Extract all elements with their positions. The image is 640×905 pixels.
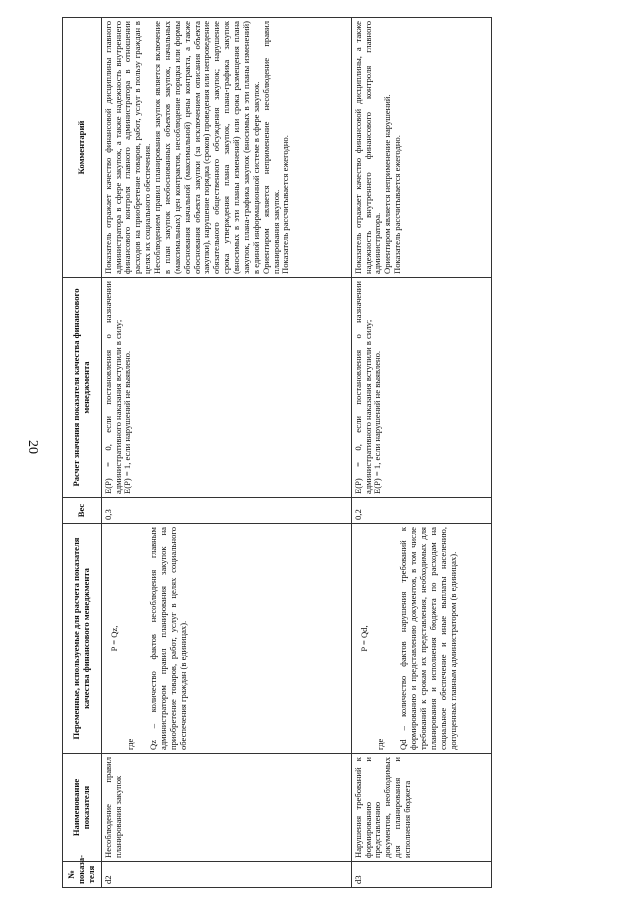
row-name: Нарушения требований к формированию и представлению документов, необходимых для планирования и исполнения бюджета [351, 754, 491, 862]
header-weight: Вес [63, 498, 102, 524]
calc-line-1: E(P) = 0, если постановления о назначении административного наказания вступили в силу; [102, 281, 123, 494]
where-label: где [374, 738, 385, 750]
comment-paragraph-3: Ориентиром является неприменение несоблюдение правил планирования закупок. [260, 21, 281, 274]
row-weight: 0,2 [351, 498, 491, 524]
landscape-container [62, 18, 582, 888]
row-vars [101, 524, 351, 754]
page-number: 20 [25, 440, 40, 454]
table-header-row [63, 18, 102, 888]
variable-description: Qz – количество фактов несоблюдения главным администратором правил планирования закупок на приобретение товаров, работ, услуг в целях социального обеспечения граждан (в единицах). [148, 527, 188, 750]
comment-paragraph-2: Несоблюдением правил планирования закупок является включение в план закупок необоснованных объектов закупок, начальных (максимальных) цен контрактов, несоблюдение порядка или формы обоснования начальной (максимальной) цены контракта, а также обоснования объекта закупки (за исключением описания объекта закупки), нарушение порядка (сроков) проведения или непроведение обязательного общественного обсуждения закупок; нарушение срока утверждения плана закупок, плана-графика закупок (вносимых в эти планы изменений) или срока размещения плана закупок, плана-графика закупок (вносимых в эти планы изменений) в единой информационной системе в сфере закупок. [152, 20, 261, 274]
row-num: d3 [351, 862, 491, 888]
comment-paragraph-1: Показатель отражает качество финансовой дисциплины главного администратора в сфере закупок, а также надежность внутреннего финансового контроля главного администратора в отношении расходов на приобретение товаров, работ, услуг в пользу граждан в целях их социального обеспечения. [102, 21, 153, 274]
row-calc [351, 278, 491, 498]
row-vars [351, 524, 491, 754]
comment-paragraph-1: Показатель отражает качество финансовой дисциплины, а также надежность внутреннего финансового контроля главного администратора. [352, 21, 383, 274]
row-calc [101, 278, 351, 498]
formula: P = Qd, [358, 625, 369, 652]
comment-paragraph-2: Ориентиром является неприменение нарушений. [382, 94, 393, 274]
comment-paragraph-4: Показатель рассчитывается ежегодно. [280, 135, 291, 274]
calc-line-2: E(P) = 1, если нарушений не выявлено. [372, 350, 383, 494]
header-comment: Комментарий [63, 18, 102, 278]
row-comment [101, 18, 351, 278]
table-row [351, 18, 491, 888]
rotated-page-content [62, 18, 582, 888]
header-num: № показа-теля [63, 862, 102, 888]
header-vars: Переменные, используемые для расчета показателя качества финансового менеджмента [63, 524, 102, 754]
table-row [101, 18, 351, 888]
header-name: Наименование показателя [63, 754, 102, 862]
formula: P = Qz, [108, 625, 119, 652]
comment-paragraph-3: Показатель рассчитывается ежегодно. [392, 135, 403, 274]
row-comment [351, 18, 491, 278]
calc-line-1: E(P) = 0, если постановления о назначении административного наказания вступили в силу; [352, 281, 373, 494]
variable-description: Qd – количество фактов нарушения требований к формированию и представлению документов, в том числе требований к срокам их представления, необходимых для планирования и исполнения бюджета по расходам на социальное обеспечение и иные выплаты населению, допущенных главным администратором (в единицах). [398, 527, 458, 750]
where-label: где [124, 738, 135, 750]
header-calc: Расчет значения показателя качества финансового менеджмента [63, 278, 102, 498]
row-weight: 0,3 [101, 498, 351, 524]
calc-line-2: E(P) = 1, если нарушений не выявлено. [122, 350, 133, 494]
indicators-table [62, 17, 492, 888]
row-name: Несоблюдение правил планирования закупок [101, 754, 351, 862]
row-num: d2 [101, 862, 351, 888]
